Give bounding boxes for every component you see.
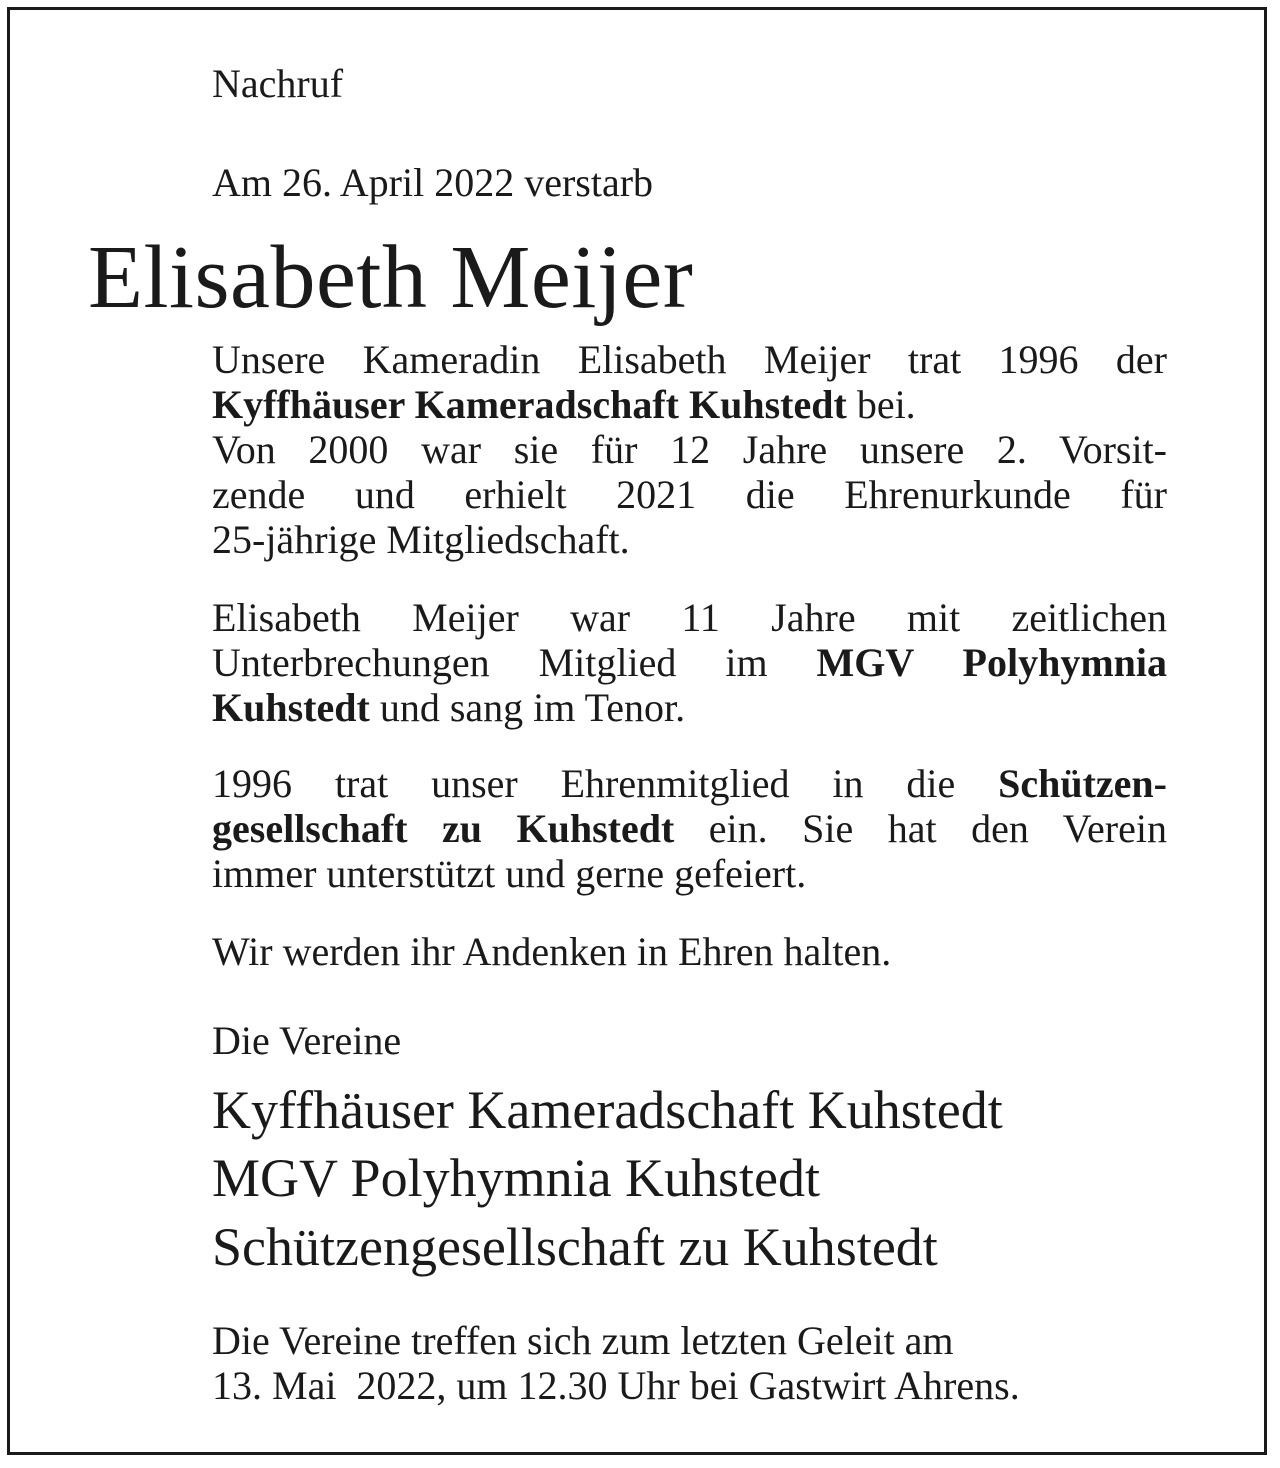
- text-line: immer unterstützt und gerne gefeiert.: [212, 851, 807, 896]
- text-line: Kuhstedt und sang im Tenor.: [212, 685, 686, 730]
- paragraph-membership-kyffhaeuser: [212, 337, 1167, 562]
- club-name-bold: Kuhstedt: [212, 685, 370, 730]
- text-line: zende und erhielt 2021 die Ehrenurkunde für: [212, 472, 1167, 517]
- club-name-bold: MGV Polyhymnia: [816, 640, 1167, 685]
- remembrance-line: Wir werden ihr Andenken in Ehren halten.: [212, 929, 892, 974]
- text-line: Kyffhäuser Kameradschaft Kuhstedt bei.: [212, 382, 916, 427]
- club-name-bold: Schützen-: [998, 761, 1167, 806]
- deceased-name: Elisabeth Meijer: [88, 228, 694, 327]
- text-line: Elisabeth Meijer war 11 Jahre mit zeitlichen: [212, 595, 1167, 640]
- funeral-info-line-1: Die Vereine treffen sich zum letzten Geleit am: [212, 1318, 954, 1363]
- text-line: 25-jährige Mitgliedschaft.: [212, 517, 630, 562]
- text-line: gesellschaft zu Kuhstedt ein. Sie hat den Verein: [212, 806, 1167, 851]
- notice-label: Nachruf: [212, 61, 344, 106]
- signature-club-kyffhaeuser: Kyffhäuser Kameradschaft Kuhstedt: [212, 1080, 1003, 1140]
- text-line: Unterbrechungen Mitglied im MGV Polyhymnia: [212, 640, 1167, 685]
- text-line: Unsere Kameradin Elisabeth Meijer trat 1996 der: [212, 337, 1167, 382]
- signature-label: Die Vereine: [212, 1018, 402, 1063]
- funeral-info-line-2: 13. Mai 2022, um 12.30 Uhr bei Gastwirt Ahrens.: [212, 1363, 1020, 1408]
- club-name-bold: Kyffhäuser Kameradschaft Kuhstedt: [212, 382, 847, 427]
- text-line: Von 2000 war sie für 12 Jahre unsere 2. Vorsit-: [212, 427, 1167, 472]
- paragraph-membership-mgv: [212, 595, 1167, 730]
- paragraph-membership-schuetzen: [212, 761, 1167, 896]
- notice-intro: Am 26. April 2022 verstarb: [212, 160, 654, 205]
- club-name-bold: gesellschaft zu Kuhstedt: [212, 806, 675, 851]
- signature-club-schuetzen: Schützengesellschaft zu Kuhstedt: [212, 1217, 938, 1277]
- signature-club-mgv: MGV Polyhymnia Kuhstedt: [212, 1148, 821, 1208]
- text-line: 1996 trat unser Ehrenmitglied in die Schützen-: [212, 761, 1167, 806]
